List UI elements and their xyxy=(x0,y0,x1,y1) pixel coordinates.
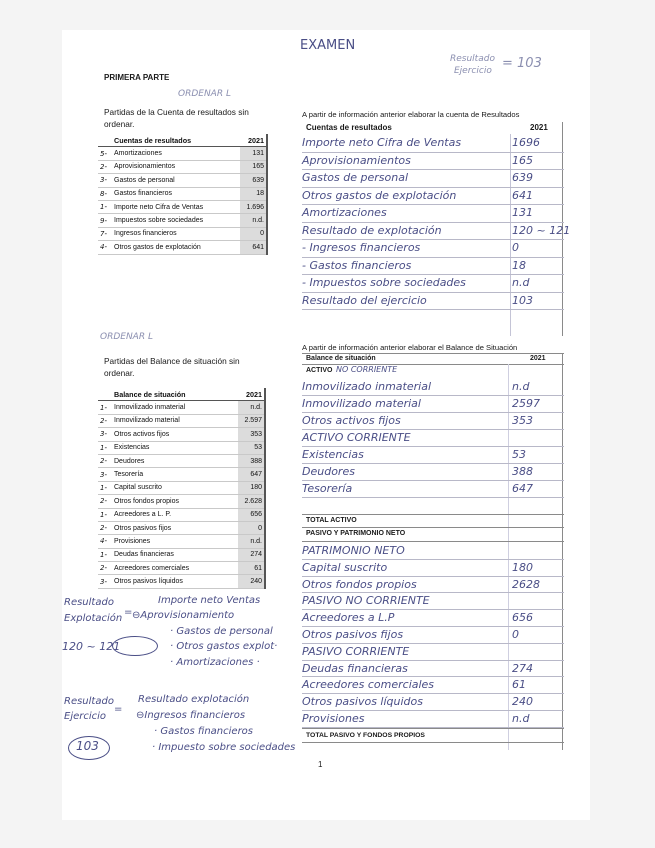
row-rule xyxy=(302,412,564,413)
table-row: 2- Inmovilizado material 2.597 xyxy=(98,414,265,427)
filled-row-value: 103 xyxy=(512,293,533,307)
filled-row-label: Gastos de personal xyxy=(302,171,409,184)
row-rule xyxy=(302,187,564,188)
left-bottom-intro-1: Partidas del Balance de situación sin xyxy=(104,356,240,366)
filled-row-label: PASIVO CORRIENTE xyxy=(302,644,410,658)
filled-row-value: 641 xyxy=(512,188,533,202)
filled-row-value: n.d xyxy=(512,276,530,289)
explotacion-term-3: · Gastos de personal xyxy=(170,626,273,637)
ejercicio-label-1: Resultado xyxy=(64,696,114,707)
row-rule xyxy=(302,497,564,498)
row-rule xyxy=(302,274,564,275)
explotacion-value: 120 ~ 121 xyxy=(62,640,121,653)
table-row: 2- Aprovisionamientos 165 xyxy=(98,160,267,173)
filled-row-label: Acreedores comerciales xyxy=(302,678,435,692)
filled-row-label: Otros activos fijos xyxy=(302,414,401,427)
ejercicio-term-1: Resultado explotación xyxy=(138,694,250,705)
filled-row-label: Provisiones xyxy=(302,712,365,725)
filled-row-label: Otros gastos de explotación xyxy=(302,188,457,202)
filled-row-label: Aprovisionamientos xyxy=(302,153,411,167)
filled-row-value: 274 xyxy=(512,661,533,675)
row-rule xyxy=(302,576,564,577)
filled-row-value: 18 xyxy=(512,258,526,272)
table-row: 2- Otros fondos propios 2.628 xyxy=(98,495,265,508)
row-rule xyxy=(302,222,564,223)
filled-row-label: Otros fondos propios xyxy=(302,577,417,591)
filled-row-label: Tesorería xyxy=(302,482,353,495)
filled-row-value: 353 xyxy=(512,414,533,427)
filled-row-value: 656 xyxy=(512,611,533,625)
row-rule xyxy=(302,559,564,560)
filled-row-value: 131 xyxy=(512,206,533,219)
filled-row-label: Deudores xyxy=(302,465,355,478)
page-number: 1 xyxy=(318,760,323,769)
table-row: 1- Deudas financieras 274 xyxy=(98,548,265,561)
table-row: 1- Inmovilizado inmaterial n.d. xyxy=(98,401,265,414)
ordenar-annotation-bottom: ORDENAR L xyxy=(100,332,153,342)
total-pasivo-label: TOTAL PASIVO Y FONDOS PROPIOS xyxy=(306,732,425,739)
table-row: 3- Otros pasivos líquidos 240 xyxy=(98,575,265,588)
left-top-intro-1: Partidas de la Cuenta de resultados sin xyxy=(104,107,249,117)
row-rule xyxy=(302,609,564,610)
filled-row-label: PASIVO NO CORRIENTE xyxy=(302,594,430,608)
row-rule xyxy=(302,395,564,396)
filled-row-value: 639 xyxy=(512,171,533,184)
filled-row-value: 1696 xyxy=(512,136,540,149)
ejercicio-term-4: · Impuesto sobre sociedades xyxy=(152,742,296,753)
left-bottom-intro-2: ordenar. xyxy=(104,368,135,378)
filled-row-label: - Impuestos sobre sociedades xyxy=(302,276,466,289)
results-unordered-table xyxy=(98,134,268,255)
explotacion-circle xyxy=(112,636,158,656)
row-rule xyxy=(302,626,564,627)
filled-row-value: 120 ~ 121 xyxy=(512,223,571,237)
exam-title: EXAMEN xyxy=(300,38,356,53)
ejercicio-term-2: ⊖Ingresos financieros xyxy=(136,710,246,721)
table-row: 8- Gastos financieros 18 xyxy=(98,187,267,200)
explotacion-label-2: Explotación xyxy=(64,613,123,624)
ordenar-annotation-top: ORDENAR L xyxy=(178,89,231,99)
filled-row-value: n.d xyxy=(512,712,530,725)
row-rule xyxy=(302,693,564,694)
table-row: 4- Otros gastos de explotación 641 xyxy=(98,241,267,254)
filled-row-value: 0 xyxy=(512,628,519,641)
filled-row-label: Resultado de explotación xyxy=(302,223,442,237)
table-row: 3- Gastos de personal 639 xyxy=(98,174,267,187)
table-row: 3- Otros activos fijos 353 xyxy=(98,428,265,441)
filled-row-label: Capital suscrito xyxy=(302,560,388,574)
table-row: 1- Importe neto Cifra de Ventas 1.696 xyxy=(98,200,267,213)
row-rule xyxy=(302,204,564,205)
filled-row-value: 165 xyxy=(512,153,533,167)
row-rule xyxy=(302,480,564,481)
pasivo-pn-label: PASIVO Y PATRIMONIO NETO xyxy=(306,530,406,537)
filled-row-label: Otros pasivos líquidos xyxy=(302,695,423,709)
balance-unordered-table xyxy=(98,388,266,589)
filled-row-value: 388 xyxy=(512,465,533,478)
row-rule xyxy=(302,257,564,258)
filled-row-label: Existencias xyxy=(302,448,364,461)
explotacion-eq: = xyxy=(124,607,133,618)
filled-row-label: Amortizaciones xyxy=(302,206,387,219)
filled-row-value: 647 xyxy=(512,482,533,495)
filled-row-label: Otros pasivos fijos xyxy=(302,628,404,641)
filled-row-label: Importe neto Cifra de Ventas xyxy=(302,136,462,149)
explotacion-term-2: ⊖Aprovisionamiento xyxy=(132,610,235,621)
result-note-value: = 103 xyxy=(502,56,542,71)
filled-row-label: Resultado del ejercicio xyxy=(302,293,427,307)
table-row: 1- Acreedores a L. P. 656 xyxy=(98,508,265,521)
explotacion-label-1: Resultado xyxy=(64,597,114,608)
result-note-label-1: Resultado xyxy=(450,54,495,64)
right-top-instruction: A partir de información anterior elaborar la cuenta de Resultados xyxy=(302,110,520,119)
filled-row-label: ACTIVO CORRIENTE xyxy=(302,431,411,444)
row-rule xyxy=(302,152,564,153)
left-top-intro-2: ordenar. xyxy=(104,119,135,129)
row-rule xyxy=(302,292,564,293)
table-row: 2- Otros pasivos fijos 0 xyxy=(98,521,265,534)
ejercicio-label-2: Ejercicio xyxy=(64,711,107,722)
explotacion-term-4: · Otros gastos explot· xyxy=(170,641,278,652)
table-row: 2- Acreedores comerciales 61 xyxy=(98,562,265,575)
results-col-header: Cuentas de resultados xyxy=(112,134,240,147)
balance-header-label: Balance de situación xyxy=(306,355,376,362)
first-part-heading: PRIMERA PARTE xyxy=(104,73,170,82)
results-header-year: 2021 xyxy=(530,123,548,132)
filled-row-label: Inmovilizado material xyxy=(302,397,421,410)
filled-row-value: 0 xyxy=(512,241,519,254)
table-row: 1- Capital suscrito 180 xyxy=(98,481,265,494)
table-row: 4- Provisiones n.d. xyxy=(98,535,265,548)
filled-row-label: PATRIMONIO NETO xyxy=(302,544,405,557)
filled-row-label: - Ingresos financieros xyxy=(302,241,421,254)
balance-year-header: 2021 xyxy=(238,388,265,401)
table-row: 3- Tesorería 647 xyxy=(98,468,265,481)
ejercicio-value: 103 xyxy=(76,739,99,753)
filled-row-label: - Gastos financieros xyxy=(302,258,412,272)
table-row: 2- Deudores 388 xyxy=(98,454,265,467)
filled-row-value: 53 xyxy=(512,448,526,461)
results-header-label: Cuentas de resultados xyxy=(306,123,392,132)
filled-row-label: Deudas financieras xyxy=(302,661,408,675)
row-rule xyxy=(302,643,564,644)
table-row: 1- Existencias 53 xyxy=(98,441,265,454)
results-year-header: 2021 xyxy=(240,134,267,147)
filled-row-value: 2597 xyxy=(512,397,540,410)
result-note-label-2: Ejercicio xyxy=(454,66,492,76)
row-rule xyxy=(302,446,564,447)
activo-note: NO CORRIENTE xyxy=(336,365,398,374)
row-rule xyxy=(302,676,564,677)
explotacion-term-1: Importe neto Ventas xyxy=(158,595,261,606)
table-row: 9- Impuestos sobre sociedades n.d. xyxy=(98,214,267,227)
filled-row-value: 240 xyxy=(512,695,533,709)
row-rule xyxy=(302,592,564,593)
filled-row-value: 2628 xyxy=(512,577,540,591)
activo-label: ACTIVO xyxy=(306,367,333,374)
filled-row-label: Inmovilizado inmaterial xyxy=(302,380,432,393)
filled-row-value: 61 xyxy=(512,678,526,692)
row-rule xyxy=(302,710,564,711)
total-activo-label: TOTAL ACTIVO xyxy=(306,517,357,524)
right-bottom-instruction: A partir de información anterior elaborar el Balance de Situación xyxy=(302,343,518,352)
exam-sheet xyxy=(62,30,590,820)
row-rule xyxy=(302,429,564,430)
row-rule xyxy=(302,660,564,661)
filled-row-value: 180 xyxy=(512,560,533,574)
row-rule xyxy=(302,239,564,240)
filled-row-label: Acreedores a L.P xyxy=(302,611,395,625)
ejercicio-term-3: · Gastos financieros xyxy=(154,726,254,737)
row-rule xyxy=(302,463,564,464)
table-row: 7- Ingresos financieros 0 xyxy=(98,227,267,240)
balance-col-header: Balance de situación xyxy=(112,388,238,401)
ejercicio-eq: = xyxy=(114,704,123,715)
table-row: 5- Amortizaciones 131 xyxy=(98,147,267,160)
balance-header-year: 2021 xyxy=(530,355,546,362)
filled-row-value: n.d xyxy=(512,380,530,393)
row-rule xyxy=(302,169,564,170)
explotacion-term-5: · Amortizaciones · xyxy=(170,657,260,668)
row-rule xyxy=(302,309,564,310)
